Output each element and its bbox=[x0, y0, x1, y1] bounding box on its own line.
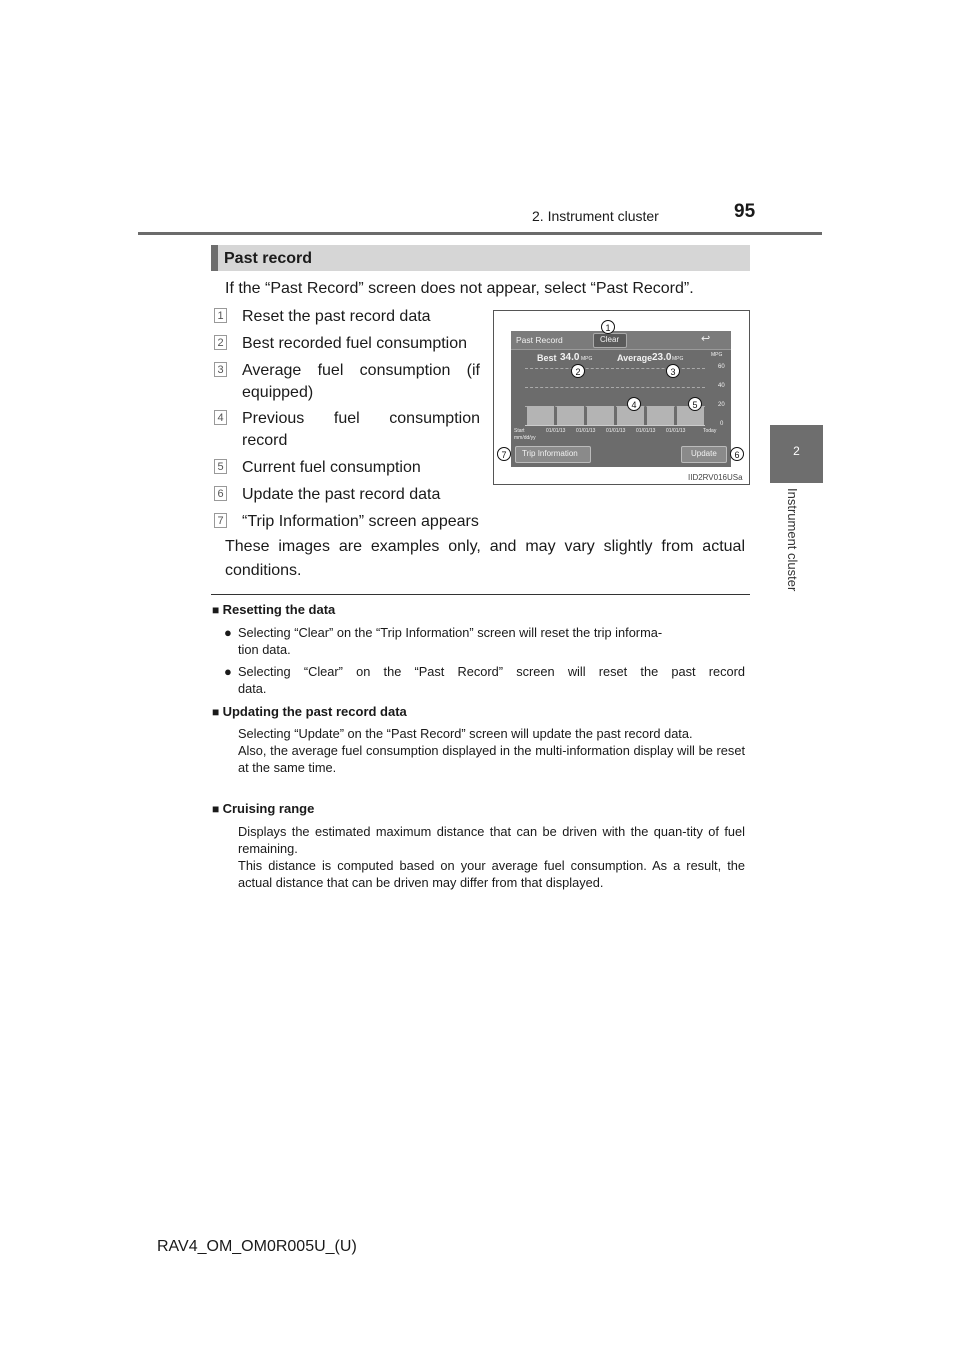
update-label: Update bbox=[691, 449, 717, 458]
note-bullet-line: Selecting “Clear” on the “Trip Information” screen will reset the trip informa- bbox=[238, 625, 663, 640]
back-icon[interactable]: ↩ bbox=[701, 333, 711, 345]
x-label: 01/01/13 bbox=[546, 428, 566, 434]
item-text-continued: record bbox=[242, 432, 288, 449]
header-rule bbox=[138, 232, 822, 235]
bullet-icon: ● bbox=[224, 664, 232, 679]
scale-label: 40 bbox=[718, 383, 725, 389]
chapter-number: 2 bbox=[793, 444, 800, 458]
item-number: 4 bbox=[214, 410, 227, 425]
callout-2: 2 bbox=[571, 364, 585, 378]
note-heading-updating: ■ Updating the past record data bbox=[212, 704, 407, 719]
trip-information-label: Trip Information bbox=[522, 449, 578, 458]
callout-3: 3 bbox=[666, 364, 680, 378]
clear-button-label: Clear bbox=[600, 335, 620, 344]
item-text: “Trip Information” screen appears bbox=[242, 513, 479, 530]
item-text: Current fuel consumption bbox=[242, 459, 421, 476]
update-button[interactable] bbox=[681, 446, 727, 463]
item-text: Previous fuel consumption bbox=[242, 410, 480, 427]
screen-title: Past Record bbox=[516, 335, 563, 345]
chapter-label: Instrument cluster bbox=[785, 488, 800, 592]
item-text: Reset the past record data bbox=[242, 308, 431, 325]
intro-text: If the “Past Record” screen does not appear, select “Past Record”. bbox=[225, 280, 694, 297]
average-unit: MPG bbox=[672, 356, 684, 362]
scale-label: 20 bbox=[718, 402, 725, 408]
footer-code: RAV4_OM_OM0R005U_(U) bbox=[157, 1238, 357, 1255]
item-number: 5 bbox=[214, 459, 227, 474]
note-paragraph-cruising: Displays the estimated maximum distance that can be driven with the quan-tity of fuel remaining. This distance is computed based on your average fuel consumption. As a result, the actual distance that can be driven may differ from that displayed. bbox=[238, 824, 745, 890]
note-bullet-line: tion data. bbox=[238, 642, 291, 657]
note-heading-resetting: ■ Resetting the data bbox=[212, 602, 335, 617]
callout-5: 5 bbox=[688, 397, 702, 411]
bar-previous bbox=[587, 406, 614, 425]
average-label: Average bbox=[617, 353, 653, 363]
callout-7: 7 bbox=[497, 447, 511, 461]
best-value: 34.0 bbox=[560, 352, 580, 363]
callout-4: 4 bbox=[627, 397, 641, 411]
gridline-40 bbox=[525, 387, 705, 389]
bullet-icon: ● bbox=[224, 625, 232, 640]
clear-button[interactable] bbox=[593, 333, 627, 348]
scale-label: 60 bbox=[718, 364, 725, 370]
x-label: 01/01/13 bbox=[666, 428, 686, 434]
page-number: 95 bbox=[734, 201, 756, 222]
item-number: 1 bbox=[214, 308, 227, 323]
date-format: mm/dd/yy bbox=[514, 435, 536, 441]
callout-6: 6 bbox=[730, 447, 744, 461]
item-text: Best recorded fuel consumption bbox=[242, 335, 468, 352]
trip-information-button[interactable] bbox=[515, 446, 591, 463]
note-bullet-line: data. bbox=[238, 681, 267, 696]
average-value: 23.0 bbox=[652, 352, 672, 363]
item-text: Average fuel consumption (if bbox=[242, 362, 480, 379]
note-bullet-line: Selecting “Clear” on the “Past Record” screen will reset the past record bbox=[238, 664, 745, 679]
item-number: 2 bbox=[214, 335, 227, 350]
image-code: IID2RV016USa bbox=[688, 473, 743, 482]
item-text: Update the past record data bbox=[242, 486, 441, 503]
item-number: 3 bbox=[214, 362, 227, 377]
x-label: 01/01/13 bbox=[576, 428, 596, 434]
item-text-continued: equipped) bbox=[242, 384, 314, 401]
item-number: 6 bbox=[214, 486, 227, 501]
best-unit: MPG bbox=[581, 356, 593, 362]
x-label: Today bbox=[703, 428, 717, 434]
section-divider bbox=[211, 594, 750, 595]
disclaimer-note: These images are examples only, and may vary slightly from actual conditions. bbox=[225, 538, 745, 579]
x-label: 01/01/13 bbox=[606, 428, 626, 434]
note-paragraph-updating: Selecting “Update” on the “Past Record” screen will update the past record data. Also, the average fuel consumption displayed in the multi-information display will be reset at the same time. bbox=[238, 726, 745, 775]
gridline-0 bbox=[525, 425, 705, 426]
x-label: Start bbox=[514, 428, 525, 434]
bar-previous bbox=[647, 406, 674, 425]
scale-unit: MPG bbox=[711, 352, 723, 358]
callout-1: 1 bbox=[601, 320, 615, 334]
running-header: 2. Instrument cluster bbox=[532, 208, 659, 224]
best-label: Best bbox=[537, 353, 557, 363]
section-title: Past record bbox=[224, 250, 313, 267]
note-heading-cruising: ■ Cruising range bbox=[212, 801, 314, 816]
scale-label: 0 bbox=[720, 421, 724, 427]
x-label: 01/01/13 bbox=[636, 428, 656, 434]
item-number: 7 bbox=[214, 513, 227, 528]
bar-previous bbox=[557, 406, 584, 425]
bar-start bbox=[527, 406, 554, 425]
